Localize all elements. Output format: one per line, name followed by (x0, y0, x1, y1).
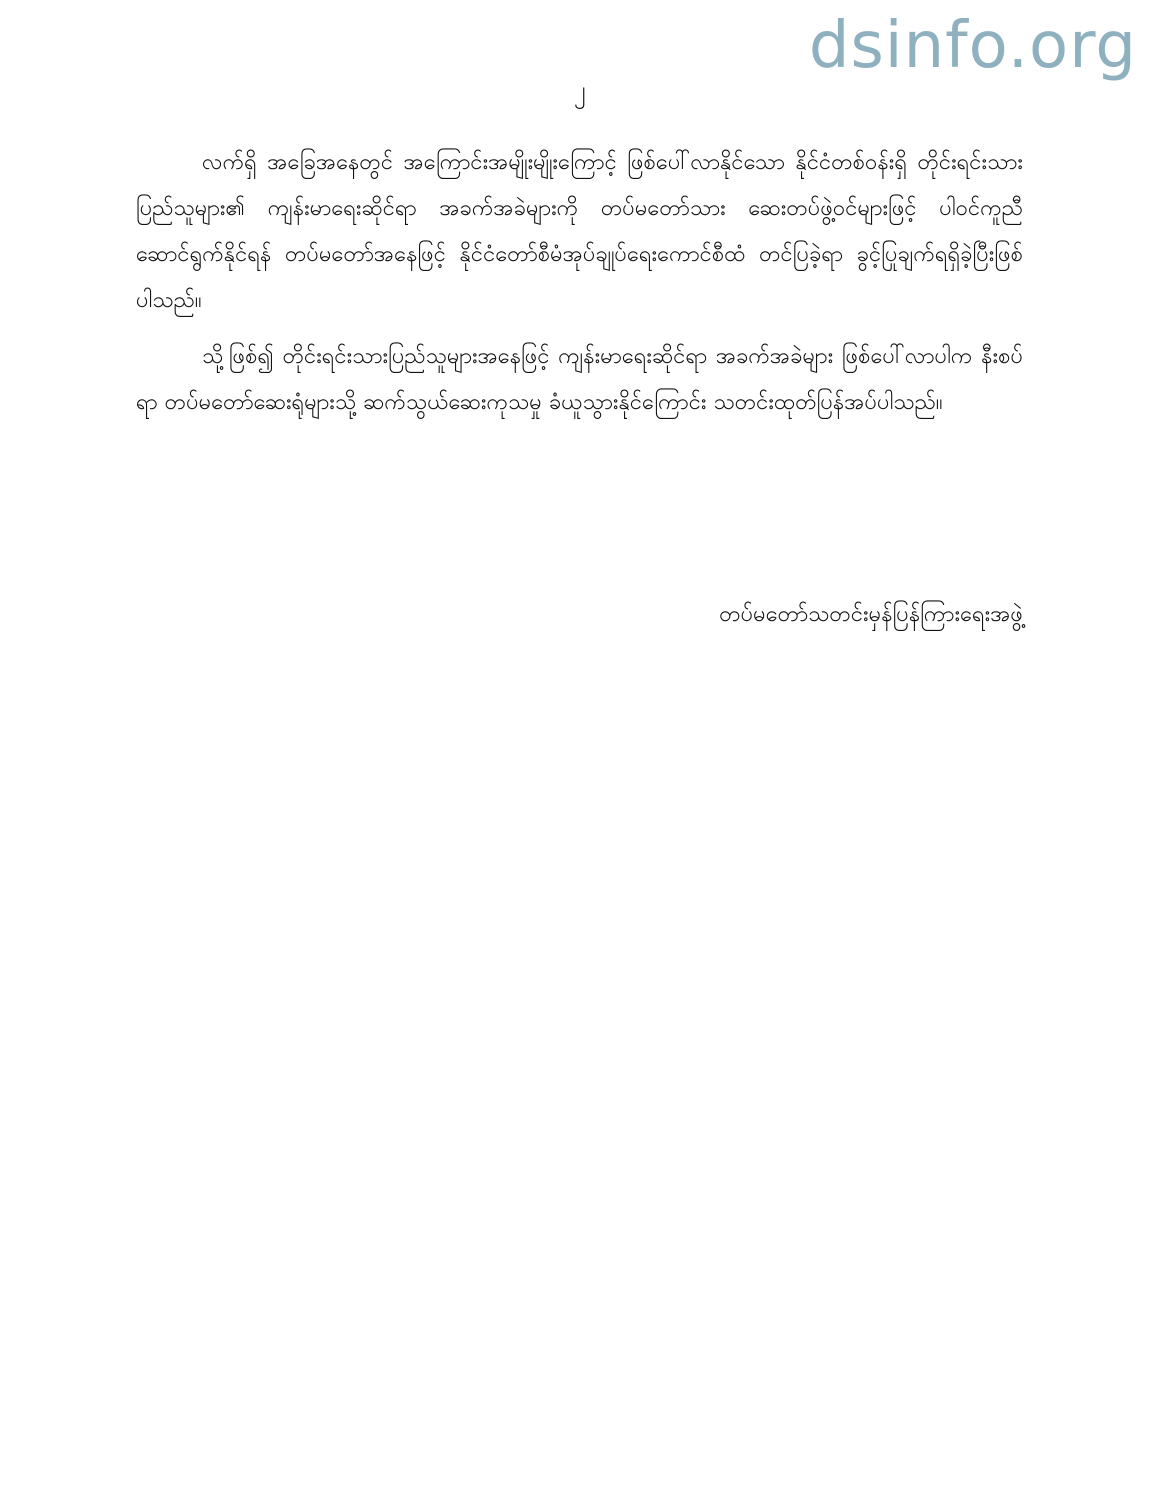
signature-line: တပ်မတော်သတင်းမှန်ပြန်ကြားရေးအဖွဲ့ (719, 602, 1023, 627)
watermark-logo: dsinfo.org (808, 9, 1137, 83)
document-body (136, 140, 1023, 436)
page-number: ၂ (573, 76, 586, 104)
paragraph-1: လက်ရှိ အခြေအနေတွင် အကြောင်းအမျိုးမျိုးကြောင့် ဖြစ်ပေါ်လာနိုင်သော နိုင်ငံတစ်ဝန်းရှိ တိုင်းရင်းသားပြည်သူများ၏ ကျန်းမာရေးဆိုင်ရာ အခက်အခဲများကို တပ်မတော်သား ဆေးတပ်ဖွဲ့ဝင်များဖြင့် ပါဝင်ကူညီဆောင်ရွက်နိုင်ရန် တပ်မတော်အနေဖြင့် နိုင်ငံတော်စီမံအုပ်ချုပ်ရေးကောင်စီထံ တင်ပြခဲ့ရာ ခွင့်ပြုချက်ရရှိခဲ့ပြီးဖြစ်ပါသည်။ (136, 150, 1023, 313)
paragraph-2: သို့ဖြစ်၍ တိုင်းရင်းသားပြည်သူများအနေဖြင့် ကျန်းမာရေးဆိုင်ရာ အခက်အခဲများ ဖြစ်ပေါ်လာပါက နီးစပ်ရာ တပ်မတော်ဆေးရုံများသို့ ဆက်သွယ်ဆေးကုသမှု ခံယူသွားနိုင်ကြောင်း သတင်းထုတ်ပြန်အပ်ပါသည်။ (136, 344, 1023, 415)
